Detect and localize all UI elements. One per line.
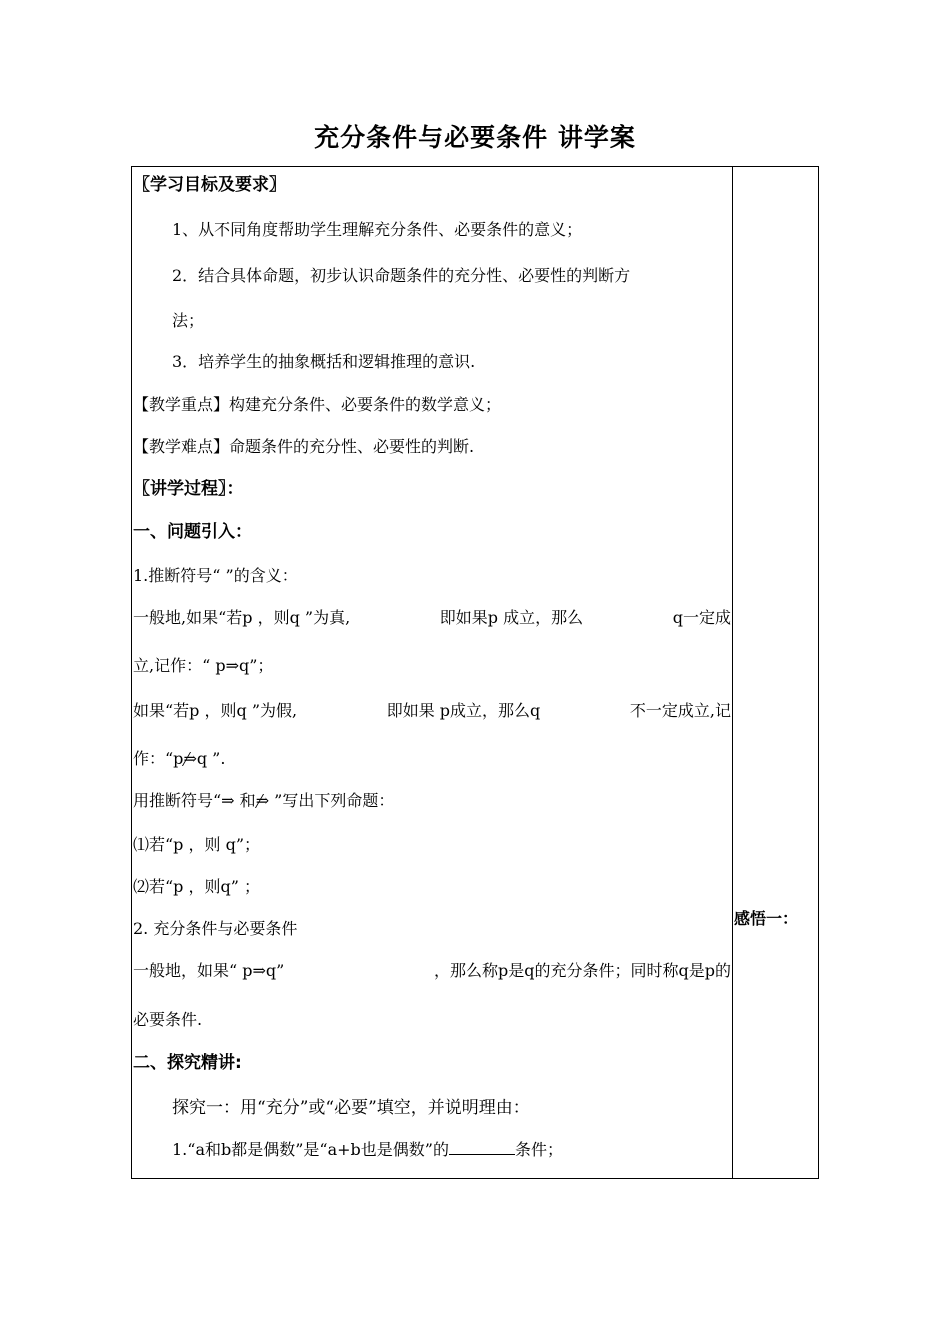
goal-2: 2．结合具体命题，初步认识命题条件的充分性、必要性的判断方 (172, 266, 631, 285)
exercise-1 (172, 1140, 563, 1160)
difficult-point: 【教学难点】命题条件的充分性、必要性的判断. (133, 437, 475, 456)
key-point: 【教学重点】构建充分条件、必要条件的数学意义； (133, 395, 502, 414)
p2-b-part-1: 作：“p (133, 749, 184, 768)
page-title: 充分条件与必要条件 讲学案 (314, 123, 636, 152)
item-1: ⑴若“p ，则 q”； (133, 835, 261, 854)
paragraph-2-line-2 (133, 749, 225, 769)
q1-heading: 1.推断符号“ ”的含义： (133, 566, 298, 585)
def-part-2: ，那么称p是q的充分条件；同时称q是p的 (434, 961, 731, 980)
section-2-heading: 二、探究精讲: (133, 1053, 242, 1073)
definition-line-1 (133, 961, 731, 981)
q2-heading: 2. 充分条件与必要条件 (133, 919, 298, 938)
column-divider (732, 166, 733, 1179)
process-heading: 〖讲学过程〗： (133, 479, 244, 499)
goal-1: 1、从不同角度帮助学生理解充分条件、必要条件的意义； (172, 220, 583, 239)
answer-blank[interactable] (449, 1140, 515, 1155)
p2-part-3: 不一定成立,记 (629, 701, 731, 720)
paragraph-1-line-1 (133, 608, 731, 628)
p2-part-1: 如果“若p ，则q ”为假, (133, 701, 298, 720)
not-implies-symbol: ⇒ (255, 791, 270, 810)
write-part-1: 用推断符号“⇒ 和 (133, 791, 256, 810)
write-instruction (133, 791, 394, 811)
p1-part-1: 一般地,如果“若p ，则q ”为真, (133, 608, 351, 627)
section-1-heading: 一、问题引入： (133, 522, 252, 542)
goal-3: 3．培养学生的抽象概括和逻辑推理的意识. (172, 352, 476, 371)
goals-heading: 〖学习目标及要求〗 (133, 175, 286, 195)
not-implies-symbol: ⇒ (183, 749, 197, 768)
definition-line-2: 必要条件. (133, 1010, 203, 1029)
item-2: ⑵若“p ，则q” ； (133, 877, 261, 896)
exercise-1-text: 1.“a和b都是偶数”是“a+b也是偶数”的 (172, 1140, 449, 1159)
explore-1-heading: 探究一：用“充分”或“必要”填空，并说明理由： (172, 1098, 530, 1118)
goal-2-cont: 法； (172, 311, 205, 330)
paragraph-1-line-2: 立,记作：“ p⇒q”； (133, 656, 274, 675)
p1-part-3: q一定成 (672, 608, 731, 627)
paragraph-2-line-1 (133, 701, 731, 721)
p2-b-part-2: q ”. (196, 749, 226, 768)
side-note-label: 感悟一： (734, 909, 799, 928)
write-part-2: ”写出下列命题： (269, 791, 395, 810)
def-part-1: 一般地，如果“ p⇒q” (133, 961, 285, 980)
p2-part-2: 即如果 p成立，那么q (386, 701, 541, 720)
exercise-1-suffix: 条件； (514, 1140, 563, 1159)
p1-part-2: 即如果p 成立，那么 (439, 608, 584, 627)
